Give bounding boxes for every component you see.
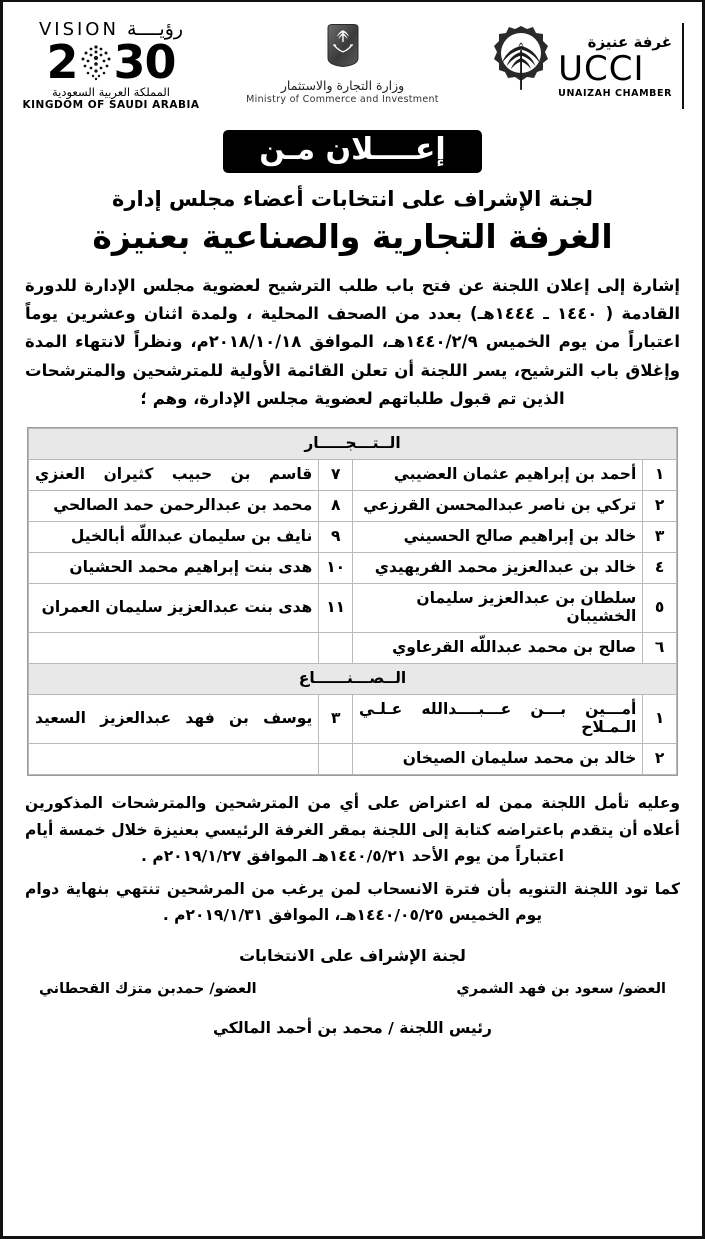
vision-logo-kingdom-english: KINGDOM OF SAUDI ARABIA [22,99,200,112]
ministry-name-english: Ministry of Commerce and Investment [246,94,439,105]
row-number: ١٠ [319,553,353,584]
committee-member-right: العضو/ سعود بن فهد الشمري [456,981,666,998]
candidate-name: هدى بنت عبدالعزيز سليمان العمران [29,584,319,633]
unaizah-chamber-logo [484,16,684,112]
row-number: ١ [643,695,677,744]
document-header [3,2,702,124]
row-number: ١١ [319,584,353,633]
saudi-emblem-shield-icon [324,22,362,68]
vision-logo-arabic-word: رؤيــــة [126,18,184,40]
page-title: الغرفة التجارية والصناعية بعنيزة [92,216,613,256]
table-section-heading-row [29,429,677,460]
section-heading-merchants: الــتـــجـــــار [29,429,677,460]
row-number: ٨ [319,491,353,522]
vision-palm-swords-emblem-icon [79,42,113,82]
candidate-name: خالد بن إبراهيم صالح الحسيني [353,522,643,553]
row-number: ٣ [319,695,353,744]
table-section-heading-row [29,664,677,695]
candidate-name: يوسف بن فهد عبدالعزيز السعيد [29,695,319,744]
ministry-of-commerce-logo [238,16,448,105]
candidate-name: أحمد بن إبراهيم عثمان العضيبي [353,460,643,491]
row-number: ٢ [643,491,677,522]
closing-text-block [25,790,680,928]
objection-paragraph: وعليه تأمل اللجنة ممن له اعتراض على أي من المترشحين والمترشحات المذكورين أعلاه أن يتقدم باعتراضه كتابة إلى اللجنة بمقر الغرفة الرئيسي بعنيزة خلال خمسة أيام اعتباراً من يوم الأحد ١٤٤٠/٥/٢١هـ الموافق ٢٠١٩/١/٢٧م . [25,794,680,866]
row-number: ٤ [643,553,677,584]
candidate-name: أمـــين بـــن عـــبــــدالله عـلـي الـمـلاح [353,695,643,744]
candidate-name: نايف بن سليمان عبداللّه أبالخيل [29,522,319,553]
announcement-banner: إعــــلان مـن [223,130,481,173]
vision-logo-english-word: VISION [38,19,119,40]
table-row [29,633,677,664]
candidates-table [28,428,677,775]
candidate-name: تركي بن ناصر عبدالمحسن القرزعي [353,491,643,522]
vision-logo-number [46,35,176,89]
section-heading-industrialists: الــصـــنــــــاع [29,664,677,695]
table-row [29,522,677,553]
committee-chairman: رئيس اللجنة / محمد بن أحمد المالكي [213,1019,492,1038]
committee-member-left: العضو/ حمدبن متزك القحطاني [39,981,257,998]
chamber-name-english: UNAIZAH CHAMBER [558,88,672,99]
chamber-abbreviation: UCCI [558,49,645,89]
row-number: ٢ [643,744,677,775]
row-number: ٦ [643,633,677,664]
row-number: ٩ [319,522,353,553]
candidate-name-empty [29,744,319,775]
intro-paragraph-block [25,272,680,414]
candidate-name-empty [29,633,319,664]
table-row [29,744,677,775]
candidate-name: خالد بن عبدالعزيز محمد الفريهيدي [353,553,643,584]
row-number-empty [319,633,353,664]
candidate-name: قاسم بن حبيب كثيران العنزي [29,460,319,491]
vision-logo-digit-30: 30 [113,35,176,89]
vision-logo-digit-2: 2 [46,35,78,89]
table-row [29,584,677,633]
table-row [29,695,677,744]
announcement-banner-wrap [3,130,702,173]
committee-members-row [39,981,666,997]
table-row [29,491,677,522]
vision-logo-kingdom-arabic: المملكة العربية السعودية [52,85,170,100]
candidates-table-body [29,429,677,775]
row-number: ٧ [319,460,353,491]
table-row [29,553,677,584]
row-number: ٥ [643,584,677,633]
gear-palm-chamber-mark-icon [484,20,558,112]
candidate-name: خالد بن محمد سليمان الصيخان [353,744,643,775]
chamber-wordmark [558,23,684,109]
row-number: ١ [643,460,677,491]
candidate-name: صالح بن محمد عبداللّه القرعاوي [353,633,643,664]
row-number: ٣ [643,522,677,553]
table-row [29,460,677,491]
withdrawal-paragraph: كما تود اللجنة التنويه بأن فترة الانسحاب لمن يرغب من المرشحين تنتهي بنهاية دوام يوم الخميس ١٤٤٠/٠٥/٢٥هـ، الموافق ٢٠١٩/١/٣١م . [25,879,680,924]
candidate-name: سلطان بن عبدالعزيز سليمان الخشيبان [353,584,643,633]
candidate-name: محمد بن عبدالرحمن حمد الصالحي [29,491,319,522]
candidate-name: هدى بنت إبراهيم محمد الحشيان [29,553,319,584]
committee-subtitle: لجنة الإشراف على انتخابات أعضاء مجلس إدارة [112,186,593,211]
committee-signature-title: لجنة الإشراف على الانتخابات [239,946,466,966]
chamber-name-arabic: غرفة عنيزة [587,33,672,51]
ministry-name-arabic: وزارة التجارة والاستثمار [280,78,405,93]
intro-paragraph: إشارة إلى إعلان اللجنة عن فتح باب طلب الترشيح لعضوية مجلس الإدارة للدورة القادمة ( ١٤٤٠ ـ ١٤٤٤هـ) بعدد من الصحف المحلية ، ولمدة اثنان وعشرين يوماً اعتباراً من يوم الخميس ١٤٤٠/٢/٩هـ، الموافق ٢٠١٨/١٠/١٨م، ونظراً لانتهاء المدة وإغلاق باب الترشيح، يسر اللجنة أن تعلن القائمة الأولية للمترشحين والمترشحات الذين تم قبول طلباتهم لعضوية مجلس الإدارة، وهم ؛ [25,275,680,409]
candidates-table-wrap [27,427,678,776]
row-number-empty [319,744,353,775]
vision-2030-logo [21,16,201,111]
